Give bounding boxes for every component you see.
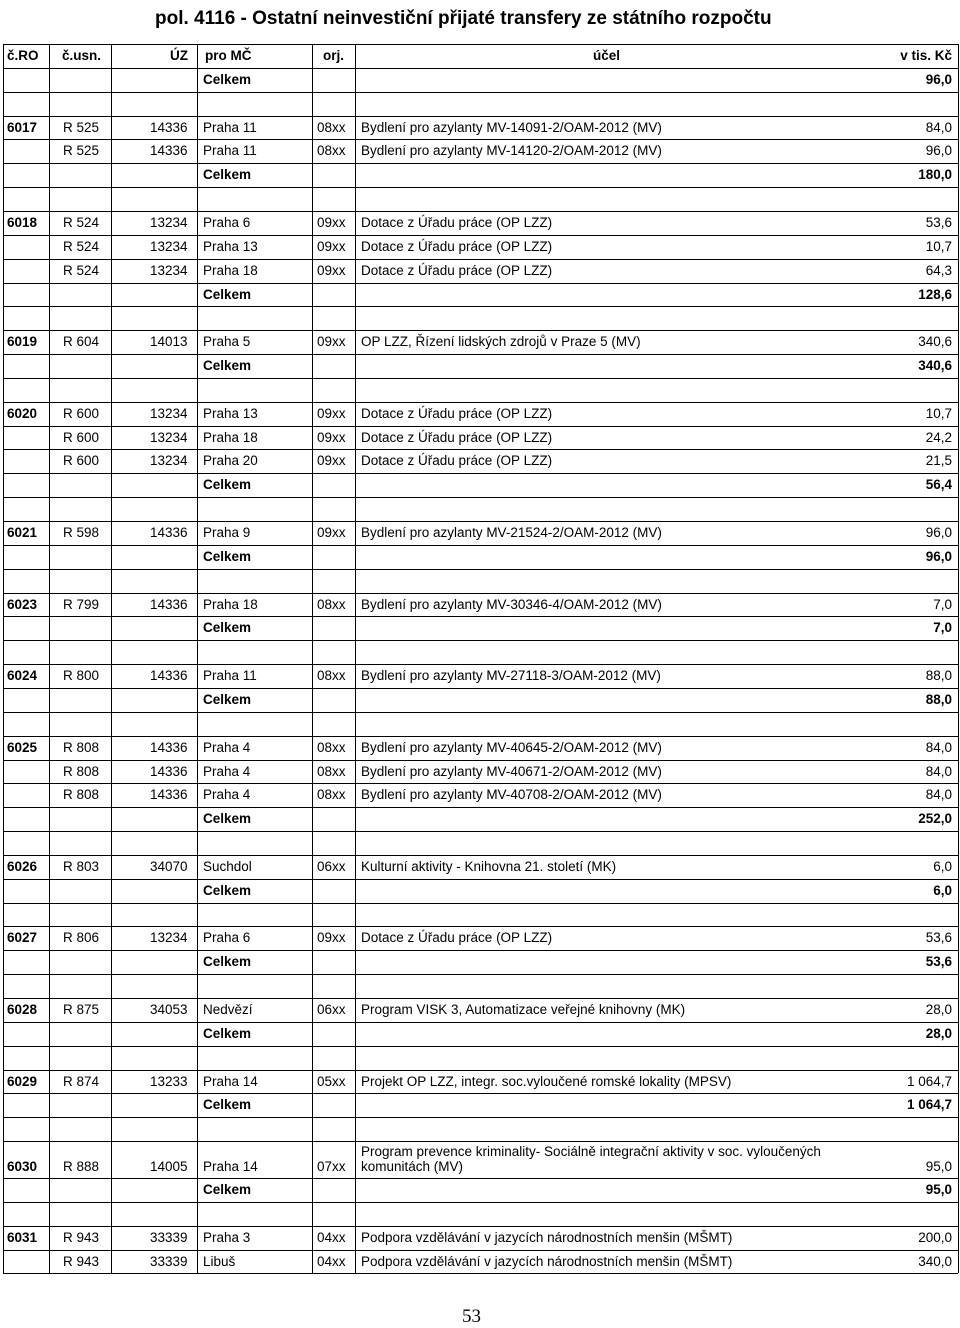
resolution-number: R 888 <box>63 1159 100 1175</box>
ro-number: 6019 <box>7 334 38 350</box>
resolution-number: R 808 <box>63 787 100 803</box>
row-divider <box>3 807 958 808</box>
row-divider <box>3 688 958 689</box>
ro-number: 6021 <box>7 525 38 540</box>
amount-value: 84,0 <box>925 787 952 803</box>
org-code: 08xx <box>317 668 346 684</box>
row-divider <box>3 92 958 93</box>
org-code: 09xx <box>317 238 346 254</box>
amount-value: 10,7 <box>925 238 952 254</box>
resolution-number: R 598 <box>63 525 100 540</box>
header-mc: pro MČ <box>205 48 252 63</box>
header-usn: č.usn. <box>62 48 102 63</box>
purpose-text: Dotace z Úřadu práce (OP LZZ) <box>361 453 553 469</box>
ro-number: 6029 <box>7 1073 38 1089</box>
amount-value: 200,0 <box>918 1229 952 1245</box>
row-divider <box>3 1117 958 1118</box>
column-divider <box>49 44 50 1273</box>
amount-value: 88,0 <box>925 668 952 684</box>
total-value: 340,6 <box>918 358 952 374</box>
district-name: Praha 13 <box>203 405 258 421</box>
row-divider <box>3 139 958 140</box>
ro-number: 6028 <box>7 1002 38 1017</box>
row-divider <box>3 259 958 260</box>
uz-code: 13234 <box>150 214 188 230</box>
uz-code: 34053 <box>150 1002 188 1017</box>
resolution-number: R 943 <box>63 1229 100 1245</box>
org-code: 04xx <box>317 1229 346 1245</box>
amount-value: 21,5 <box>925 453 952 469</box>
total-value: 56,4 <box>925 477 952 493</box>
row-divider <box>3 855 958 856</box>
purpose-text: Bydlení pro azylanty MV-27118-3/OAM-2012 (MV) <box>361 668 661 684</box>
resolution-number: R 600 <box>63 405 100 421</box>
total-value: 88,0 <box>925 691 952 707</box>
header-org: orj. <box>323 48 345 63</box>
table-top-border <box>3 44 958 45</box>
row-divider <box>3 593 958 594</box>
total-value: 95,0 <box>925 1182 952 1198</box>
org-code: 09xx <box>317 525 346 540</box>
ro-number: 6020 <box>7 405 38 421</box>
amount-value: 340,6 <box>918 334 952 350</box>
purpose-text: Dotace z Úřadu práce (OP LZZ) <box>361 262 553 278</box>
amount-value: 7,0 <box>933 596 952 612</box>
org-code: 09xx <box>317 262 346 278</box>
row-divider <box>3 235 958 236</box>
amount-value: 10,7 <box>925 405 952 421</box>
row-divider <box>3 1022 958 1023</box>
row-divider <box>3 903 958 904</box>
row-divider <box>3 831 958 832</box>
amount-value: 84,0 <box>925 763 952 779</box>
amount-value: 28,0 <box>925 1002 952 1017</box>
amount-value: 53,6 <box>925 214 952 230</box>
row-divider <box>3 950 958 951</box>
row-divider <box>3 998 958 999</box>
ro-number: 6030 <box>7 1159 38 1175</box>
purpose-text: Podpora vzdělávání v jazycích národnostních menšin (MŠMT) <box>361 1229 733 1245</box>
total-value: 96,0 <box>925 71 952 87</box>
row-divider <box>3 783 958 784</box>
row-divider <box>3 1070 958 1071</box>
org-code: 05xx <box>317 1073 346 1089</box>
total-label: Celkem <box>203 548 252 564</box>
row-divider <box>3 1250 958 1251</box>
resolution-number: R 806 <box>63 930 100 946</box>
row-divider <box>3 1202 958 1203</box>
purpose-text: Kulturní aktivity - Knihovna 21. století (MK) <box>361 858 617 874</box>
district-name: Praha 20 <box>203 453 258 469</box>
purpose-text: Bydlení pro azylanty MV-30346-4/OAM-2012 (MV) <box>361 596 662 612</box>
resolution-number: R 600 <box>63 429 100 445</box>
row-divider <box>3 664 958 665</box>
purpose-text: Bydlení pro azylanty MV-14120-2/OAM-2012 (MV) <box>361 143 662 159</box>
uz-code: 13234 <box>150 453 188 469</box>
total-label: Celkem <box>203 477 252 493</box>
total-label: Celkem <box>203 71 252 87</box>
uz-code: 14336 <box>150 787 188 803</box>
total-label: Celkem <box>203 1025 252 1041</box>
total-value: 53,6 <box>925 954 952 970</box>
uz-code: 14005 <box>150 1159 188 1175</box>
row-divider <box>3 306 958 307</box>
row-divider <box>3 616 958 617</box>
total-label: Celkem <box>203 882 252 898</box>
amount-value: 6,0 <box>933 858 952 874</box>
uz-code: 14013 <box>150 334 188 350</box>
total-value: 128,6 <box>918 286 952 302</box>
amount-value: 96,0 <box>925 525 952 540</box>
ro-number: 6027 <box>7 930 38 946</box>
amount-value: 95,0 <box>925 1159 952 1175</box>
ro-number: 6018 <box>7 214 38 230</box>
purpose-text: Projekt OP LZZ, integr. soc.vyloučené romské lokality (MPSV) <box>361 1073 732 1089</box>
uz-code: 13234 <box>150 262 188 278</box>
org-code: 08xx <box>317 787 346 803</box>
org-code: 09xx <box>317 453 346 469</box>
total-label: Celkem <box>203 167 252 183</box>
org-code: 08xx <box>317 596 346 612</box>
uz-code: 13234 <box>150 429 188 445</box>
row-divider <box>3 402 958 403</box>
uz-code: 13233 <box>150 1073 188 1089</box>
district-name: Praha 14 <box>203 1159 258 1175</box>
resolution-number: R 800 <box>63 668 100 684</box>
row-divider <box>3 497 958 498</box>
district-name: Praha 18 <box>203 596 258 612</box>
resolution-number: R 524 <box>63 262 100 278</box>
purpose-text: Bydlení pro azylanty MV-40671-2/OAM-2012 (MV) <box>361 763 662 779</box>
header-ucel: účel <box>593 48 621 63</box>
purpose-text: Dotace z Úřadu práce (OP LZZ) <box>361 238 553 254</box>
uz-code: 14336 <box>150 596 188 612</box>
org-code: 06xx <box>317 858 346 874</box>
page-title: pol. 4116 - Ostatní neinvestiční přijaté transfery ze státního rozpočtu <box>155 8 772 29</box>
ro-number: 6024 <box>7 668 38 684</box>
row-divider <box>3 879 958 880</box>
purpose-text: Program VISK 3, Automatizace veřejné knihovny (MK) <box>361 1002 686 1017</box>
row-divider <box>3 1093 958 1094</box>
purpose-text: Dotace z Úřadu práce (OP LZZ) <box>361 930 553 946</box>
amount-value: 64,3 <box>925 262 952 278</box>
column-divider <box>197 44 198 1273</box>
resolution-number: R 524 <box>63 238 100 254</box>
header-ro: č.RO <box>7 48 39 63</box>
district-name: Praha 3 <box>203 1229 251 1245</box>
row-divider <box>3 283 958 284</box>
resolution-number: R 600 <box>63 453 100 469</box>
resolution-number: R 525 <box>63 119 100 135</box>
org-code: 08xx <box>317 739 346 755</box>
resolution-number: R 604 <box>63 334 100 350</box>
total-label: Celkem <box>203 954 252 970</box>
resolution-number: R 808 <box>63 763 100 779</box>
uz-code: 34070 <box>150 858 188 874</box>
purpose-text-cont: komunitách (MV) <box>361 1159 464 1175</box>
district-name: Praha 11 <box>203 668 257 684</box>
total-label: Celkem <box>203 691 252 707</box>
header-uz: ÚZ <box>170 48 188 63</box>
district-name: Libuš <box>203 1253 236 1269</box>
amount-value: 84,0 <box>925 119 952 135</box>
district-name: Praha 18 <box>203 429 258 445</box>
total-label: Celkem <box>203 620 252 636</box>
total-label: Celkem <box>203 1097 252 1113</box>
district-name: Praha 6 <box>203 930 251 946</box>
uz-code: 14336 <box>150 143 188 159</box>
org-code: 09xx <box>317 334 346 350</box>
row-divider <box>3 116 958 117</box>
district-name: Nedvězí <box>203 1002 253 1017</box>
district-name: Praha 4 <box>203 763 251 779</box>
page-number: 53 <box>462 1306 481 1327</box>
row-divider <box>3 736 958 737</box>
total-label: Celkem <box>203 1182 252 1198</box>
resolution-number: R 943 <box>63 1253 100 1269</box>
row-divider <box>3 712 958 713</box>
uz-code: 14336 <box>150 763 188 779</box>
ro-number: 6017 <box>7 119 38 135</box>
row-divider <box>3 926 958 927</box>
total-value: 1 064,7 <box>906 1097 952 1113</box>
row-divider <box>3 68 958 69</box>
district-name: Praha 13 <box>203 238 258 254</box>
amount-value: 84,0 <box>925 739 952 755</box>
purpose-text: Bydlení pro azylanty MV-21524-2/OAM-2012 (MV) <box>361 525 662 540</box>
column-divider <box>312 44 313 1273</box>
uz-code: 14336 <box>150 119 188 135</box>
total-value: 7,0 <box>933 620 952 636</box>
row-divider <box>3 163 958 164</box>
resolution-number: R 799 <box>63 596 100 612</box>
row-divider <box>3 211 958 212</box>
district-name: Praha 18 <box>203 262 258 278</box>
total-value: 28,0 <box>925 1025 952 1041</box>
row-divider <box>3 1141 958 1142</box>
resolution-number: R 875 <box>63 1002 100 1017</box>
total-label: Celkem <box>203 811 252 827</box>
ro-number: 6026 <box>7 858 38 874</box>
table-left-border <box>3 44 4 1273</box>
uz-code: 13234 <box>150 238 188 254</box>
purpose-text: Dotace z Úřadu práce (OP LZZ) <box>361 214 553 230</box>
purpose-text: Bydlení pro azylanty MV-40645-2/OAM-2012 (MV) <box>361 739 662 755</box>
ro-number: 6023 <box>7 596 38 612</box>
purpose-text: Bydlení pro azylanty MV-14091-2/OAM-2012 (MV) <box>361 119 662 135</box>
amount-value: 53,6 <box>925 930 952 946</box>
row-divider <box>3 640 958 641</box>
row-divider <box>3 521 958 522</box>
purpose-text: Dotace z Úřadu práce (OP LZZ) <box>361 429 553 445</box>
org-code: 09xx <box>317 214 346 230</box>
resolution-number: R 524 <box>63 214 100 230</box>
row-divider <box>3 974 958 975</box>
uz-code: 13234 <box>150 930 188 946</box>
district-name: Praha 14 <box>203 1073 258 1089</box>
row-divider <box>3 1046 958 1047</box>
district-name: Praha 9 <box>203 525 251 540</box>
column-divider <box>355 44 356 1273</box>
row-divider <box>3 1273 958 1274</box>
table-right-border <box>958 44 959 1273</box>
column-divider <box>111 44 112 1273</box>
row-divider <box>3 760 958 761</box>
resolution-number: R 803 <box>63 858 100 874</box>
row-divider <box>3 1226 958 1227</box>
district-name: Praha 4 <box>203 739 251 755</box>
uz-code: 13234 <box>150 405 188 421</box>
purpose-text: Dotace z Úřadu práce (OP LZZ) <box>361 405 553 421</box>
org-code: 08xx <box>317 143 346 159</box>
resolution-number: R 808 <box>63 739 100 755</box>
row-divider <box>3 426 958 427</box>
row-divider <box>3 569 958 570</box>
row-divider <box>3 545 958 546</box>
purpose-text: Podpora vzdělávání v jazycích národnostních menšin (MŠMT) <box>361 1253 733 1269</box>
district-name: Praha 6 <box>203 214 251 230</box>
resolution-number: R 525 <box>63 143 100 159</box>
row-divider <box>3 330 958 331</box>
ro-number: 6025 <box>7 739 38 755</box>
total-label: Celkem <box>203 286 252 302</box>
uz-code: 33339 <box>150 1253 188 1269</box>
org-code: 09xx <box>317 429 346 445</box>
org-code: 09xx <box>317 405 346 421</box>
org-code: 08xx <box>317 763 346 779</box>
amount-value: 340,0 <box>918 1253 952 1269</box>
amount-value: 1 064,7 <box>906 1073 952 1089</box>
org-code: 08xx <box>317 119 346 135</box>
district-name: Suchdol <box>203 858 252 874</box>
purpose-text: Program prevence kriminality- Sociálně integrační aktivity v soc. vyloučených <box>361 1144 821 1160</box>
total-label: Celkem <box>203 358 252 374</box>
row-divider <box>3 449 958 450</box>
row-divider <box>3 378 958 379</box>
district-name: Praha 5 <box>203 334 251 350</box>
uz-code: 33339 <box>150 1229 188 1245</box>
row-divider <box>3 354 958 355</box>
district-name: Praha 11 <box>203 119 257 135</box>
purpose-text: OP LZZ, Řízení lidských zdrojů v Praze 5 (MV) <box>361 334 641 350</box>
ro-number: 6031 <box>7 1229 38 1245</box>
header-amount: v tis. Kč <box>900 48 952 63</box>
org-code: 04xx <box>317 1253 346 1269</box>
district-name: Praha 11 <box>203 143 257 159</box>
resolution-number: R 874 <box>63 1073 100 1089</box>
amount-value: 96,0 <box>925 143 952 159</box>
uz-code: 14336 <box>150 668 188 684</box>
amount-value: 24,2 <box>925 429 952 445</box>
uz-code: 14336 <box>150 525 188 540</box>
row-divider <box>3 473 958 474</box>
total-value: 252,0 <box>918 811 952 827</box>
org-code: 09xx <box>317 930 346 946</box>
org-code: 06xx <box>317 1002 346 1017</box>
district-name: Praha 4 <box>203 787 251 803</box>
purpose-text: Bydlení pro azylanty MV-40708-2/OAM-2012 (MV) <box>361 787 662 803</box>
org-code: 07xx <box>317 1159 346 1175</box>
row-divider <box>3 187 958 188</box>
total-value: 180,0 <box>918 167 952 183</box>
total-value: 6,0 <box>933 882 952 898</box>
total-value: 96,0 <box>925 548 952 564</box>
uz-code: 14336 <box>150 739 188 755</box>
row-divider <box>3 1178 958 1179</box>
